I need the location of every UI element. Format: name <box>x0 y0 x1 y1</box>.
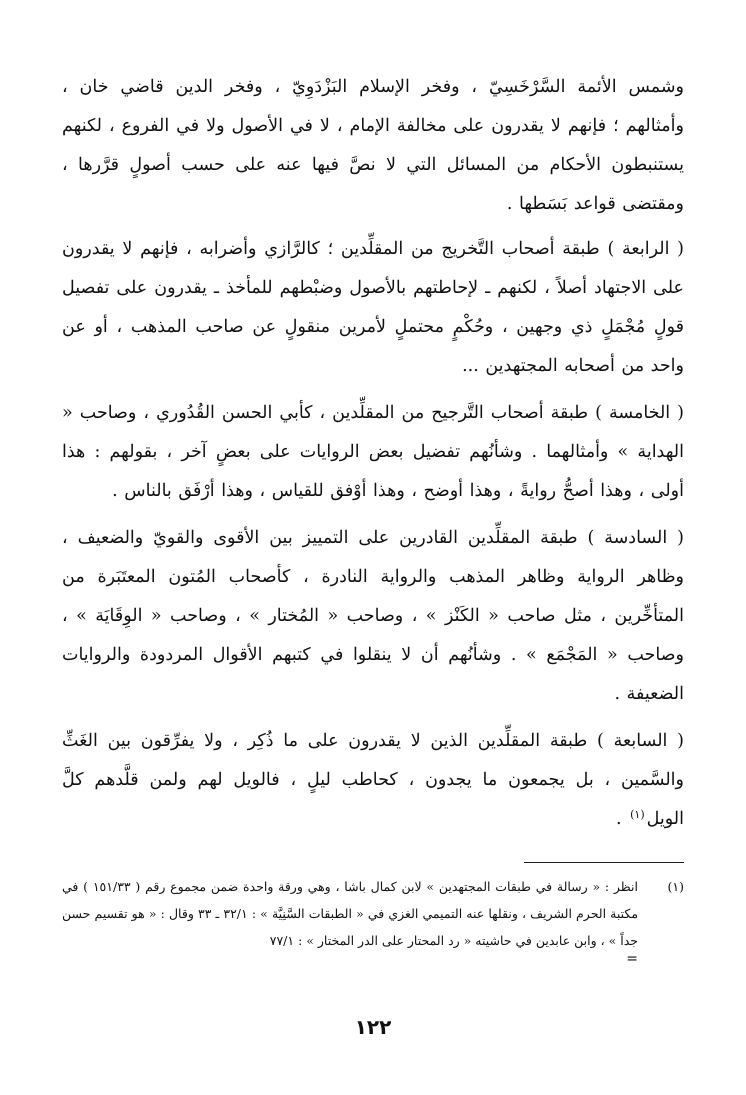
paragraph-seventh-rank-text: ( السابعة ) طبقة المقلِّدين الذين لا يقدرون على ما ذُكِر ، ولا يفرِّقون بين الغَثِّ والسَّمين ، بل يجمعون ما يجدون ، كحاطب ليلٍ ، فالويل لهم ولمن قلَّدهم كلَّ الويل <box>62 731 684 829</box>
footnote-reference: (١) <box>630 808 645 821</box>
paragraph-fifth-rank: ( الخامسة ) طبقة أصحاب التَّرجيح من المقلِّدين ، كأبي الحسن القُدُوري ، وصاحب « الهداية » وأمثالهما . وشأنُهم تفضيل بعض الروايات على بعضٍ آخر ، بقولهم : هذا أولى ، وهذا أصحُّ روايةً ، وهذا أوضح ، وهذا أوْفق للقياس ، وهذا أرْفَق بالناس . <box>62 403 684 501</box>
paragraph-seventh-rank <box>62 722 684 839</box>
footnote-separator <box>524 862 684 863</box>
footnote-continuation-mark: = <box>626 951 638 967</box>
main-text <box>62 68 684 847</box>
page-number: ١٢٢ <box>354 1015 392 1039</box>
paragraph-fourth-rank: ( الرابعة ) طبقة أصحاب التَّخريج من المقلِّدين ؛ كالرَّازي وأضرابه ، فإنهم لا يقدرون على الاجتهاد أصلاً ، لكنهم ـ لإحاطتهم بالأصول وضبْطهم للمأخذ ـ يقدرون على تفصيل قولٍ مُجْمَلٍ ذي وجهين ، وحُكْمٍ محتملٍ لأمرين منقولٍ عن صاحب المذهب ، أو عن واحد من أصحابه المجتهدين ... <box>62 239 684 376</box>
footnote-text-body: انظر : « رسالة في طبقات المجتهدين » لابن كمال باشا ، وهي ورقة واحدة ضمن مجموع رقم ( ١٥١/٣٣ ) في مكتبة الحرم الشريف ، ونقلها عنه التميمي الغزي في « الطبقات السَّنِيَّة » : ٣٢/١ ـ ٣٣ وقال : « هو تقسيم حسن جداً » ، وابن عابدين في حاشيته « رد المحتار على الدر المختار » : ٧٧/١ <box>62 879 639 948</box>
footnote-number: (١) <box>667 879 684 894</box>
footnote-text <box>62 873 639 967</box>
paragraph-1: وشمس الأئمة السَّرْخَسِيّ ، وفخر الإسلام البَزْدَوِيّ ، وفخر الدين قاضي خان ، وأمثالهم ؛ فإنهم لا يقدرون على مخالفة الإمام ، لا في الأصول ولا في الفروع ، لكنهم يستنبطون الأحكام من المسائل التي لا نصَّ فيها عنه على حسب أصولٍ قرَّرها ، ومقتضى قواعد بَسَطها . <box>62 77 684 214</box>
footnote-1 <box>62 873 684 967</box>
paragraph-sixth-rank: ( السادسة ) طبقة المقلِّدين القادرين على التمييز بين الأقوى والقويّ والضعيف ، وظاهر الرواية وظاهر المذهب والرواية النادرة ، كأصحاب المُتون المعتَبَرة من المتأخِّرين ، مثل صاحب « الكَنْز » ، وصاحب « المُختار » ، وصاحب « الوِقَايَة » ، وصاحب « المَجْمَع » . وشأنُهم أن لا ينقلوا في كتبهم الأقوال المردودة والروايات الضعيفة . <box>62 528 684 704</box>
paragraph-seventh-rank-end: . <box>615 809 629 829</box>
footnotes <box>62 873 684 967</box>
